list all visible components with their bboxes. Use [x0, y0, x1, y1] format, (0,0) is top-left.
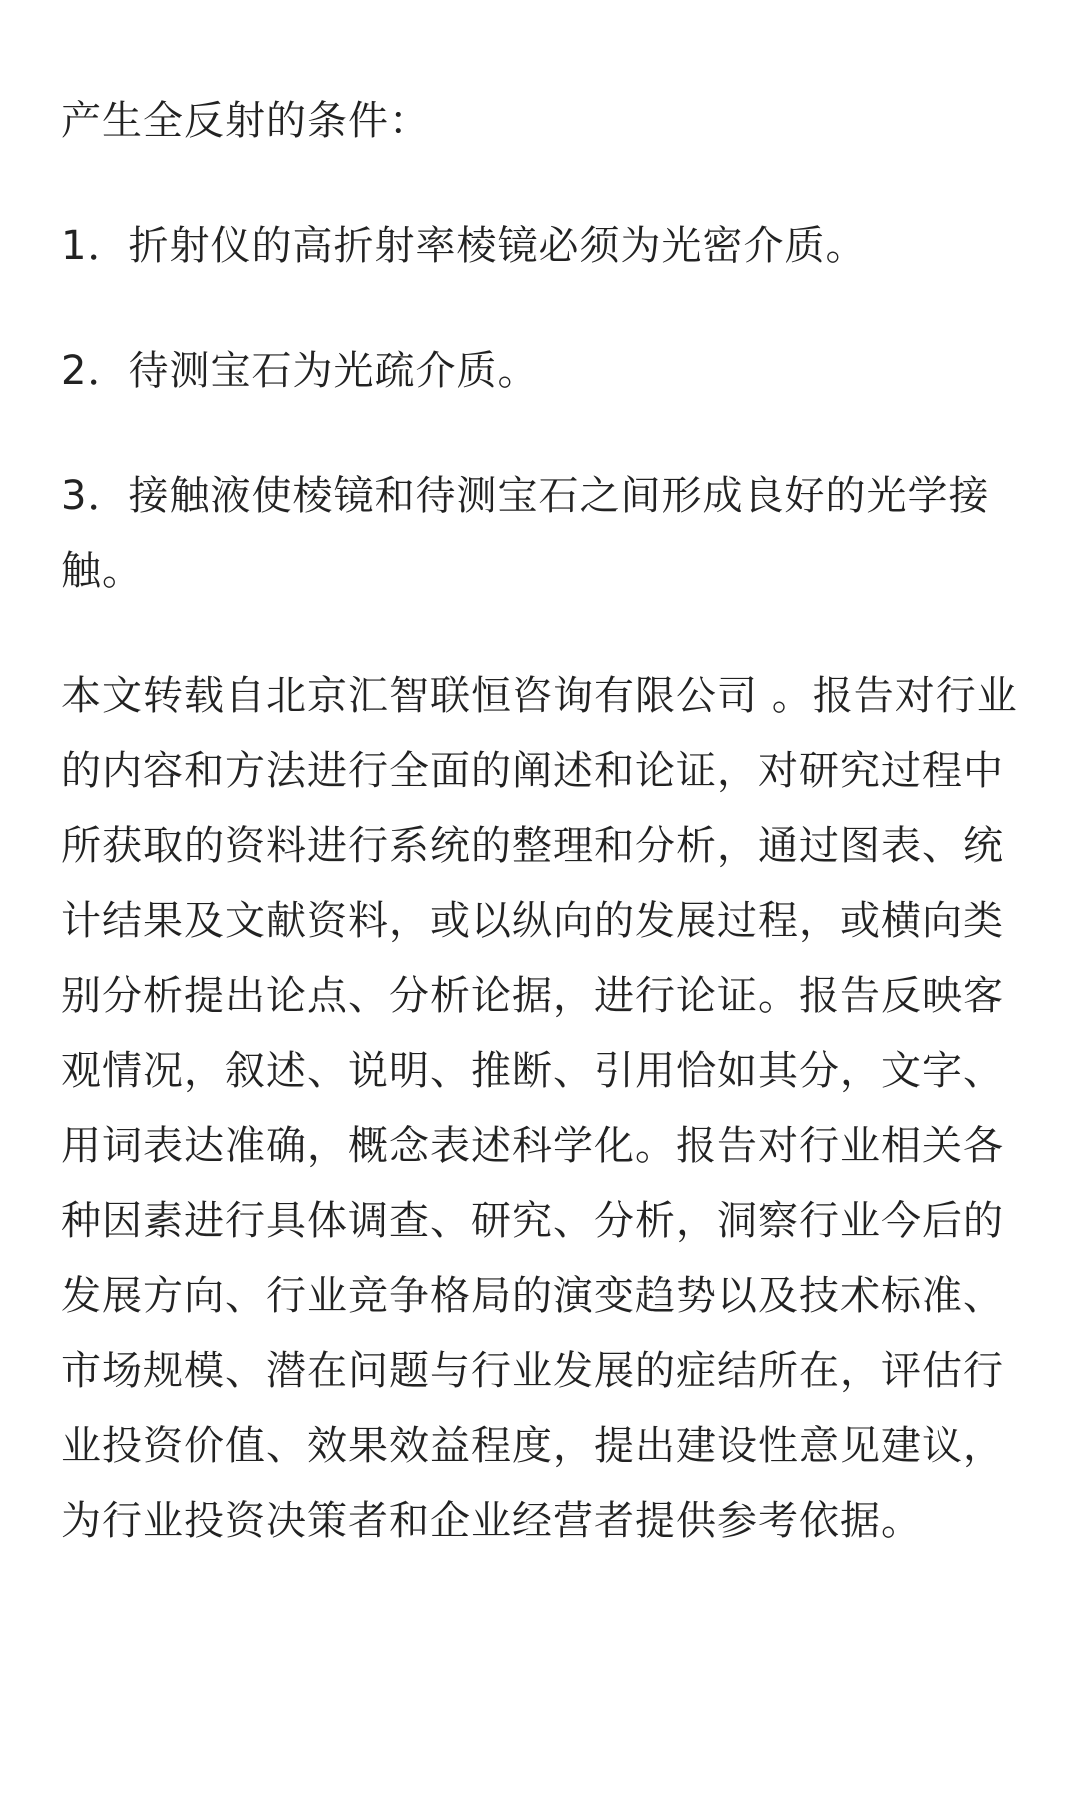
condition-item-3: 3．接触液使棱镜和待测宝石之间形成良好的光学接触。 [61, 473, 990, 594]
source-paragraph: 本文转载自北京汇智联恒咨询有限公司 。报告对行业的内容和方法进行全面的阐述和论证，对研究过程中所获取的资料进行系统的整理和分析，通过图表、统计结果及文献资料，或以纵向的发展过程，或横向类别分析提出论点、分析论据，进行论证。报告反映客观情况，叙述、说明、推断、引用恰如其分，文字、用词表达准确，概念表述科学化。报告对行业相关各种因素进行具体调查、研究、分析，洞察行业今后的发展方向、行业竞争格局的演变趋势以及技术标准、市场规模、潜在问题与行业发展的症结所在，评估行业投资价值、效果效益程度，提出建设性意见建议，为行业投资决策者和企业经营者提供参考依据。 [61, 673, 1018, 1544]
condition-item-2: 2．待测宝石为光疏介质。 [61, 348, 539, 394]
section-heading: 产生全反射的条件： [61, 98, 430, 144]
condition-item-1: 1．折射仪的高折射率棱镜必须为光密介质。 [61, 223, 867, 269]
article-body [61, 84, 1021, 1559]
